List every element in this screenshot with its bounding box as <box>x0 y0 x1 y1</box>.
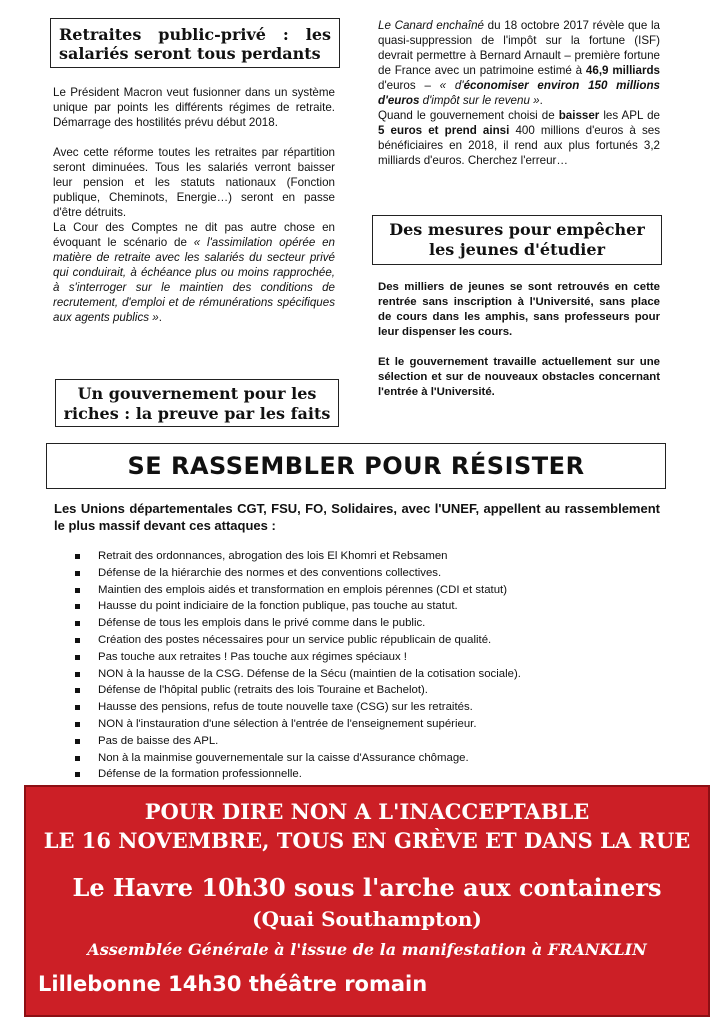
retraites-paragraph-2: Avec cette réforme toutes les retraites par répartition seront diminuées. Tous les salariés verront baisser leur pension et les statuts nationaux (Fonction publique, Cheminots, Energie…) seront en passe d'être détruits. <box>53 146 335 219</box>
demand-item: Pas de baisse des APL. <box>75 733 675 750</box>
jeunes-headline-line2: les jeunes d'étudier <box>429 240 605 259</box>
mobilisation-banner <box>24 785 710 1017</box>
jeunes-headline-line1: Des mesures pour empêcher <box>389 220 645 239</box>
banner-quai: (Quai Southampton) <box>252 907 482 931</box>
canard-quote-a: « d' <box>439 79 464 92</box>
banner-line-1: POUR DIRE NON A L'INACCEPTABLE <box>144 799 590 824</box>
demand-item: Retrait des ordonnances, abrogation des lois El Khomri et Rebsamen <box>75 548 675 565</box>
canard-paragraph <box>378 18 660 108</box>
demand-item: Défense de la formation professionnelle. <box>75 766 675 783</box>
banner-assemblee: Assemblée Générale à l'issue de la manifestation à FRANKLIN <box>87 940 647 959</box>
apl-text-2: les APL de <box>599 109 660 122</box>
demand-item: Maintien des emplois aidés et transformation en emplois pérennes (CDI et statut) <box>75 582 675 599</box>
demand-item: Pas touche aux retraites ! Pas touche aux régimes spéciaux ! <box>75 649 675 666</box>
canard-amount: 46,9 milliards <box>585 64 661 77</box>
apl-bold-1: baisser <box>558 109 600 122</box>
isf-article <box>378 18 660 168</box>
canard-name: Le Canard enchaîné <box>378 19 484 32</box>
apl-text-1: Quand le gouvernement choisi de <box>378 109 559 122</box>
canard-text-2: d'euros – <box>378 79 440 92</box>
canard-text-3: . <box>539 94 543 107</box>
jeunes-headline-box <box>372 215 662 265</box>
cour-des-comptes-end: . <box>158 311 162 324</box>
canard-text-1: du 18 octobre 2017 révèle que la quasi-suppression de l'impôt sur la fortune (ISF) devrait permettre à Bernard Arnault – première fortune de France avec un patrimoine estimé à <box>378 19 660 77</box>
retraites-headline-box <box>50 18 340 68</box>
gouvernement-headline-box <box>55 379 339 427</box>
cour-des-comptes-quote: « l'assimilation opérée en matière de retraite avec les salariés du secteur privé qui conduirait, à échéance plus ou moins rapprochée, à s'interroger sur le maintien des conditions de recrutement, d'emploi et de rémunérations spécifiques aux agents publics » <box>53 236 335 324</box>
demand-item: NON à la hausse de la CSG. Défense de la Sécu (maintien de la cotisation sociale). <box>75 666 675 683</box>
retraites-paragraph-3 <box>53 220 335 325</box>
apl-bold-2: 5 euros et prend ainsi <box>378 124 510 137</box>
main-title-box <box>46 443 666 489</box>
banner-line-2: LE 16 NOVEMBRE, TOUS EN GRÈVE ET DANS LA RUE <box>43 828 691 853</box>
demand-item: Hausse des pensions, refus de toute nouvelle taxe (CSG) sur les retraités. <box>75 699 675 716</box>
demand-item: Hausse du point indiciaire de la fonction publique, pas touche au statut. <box>75 598 675 615</box>
cour-des-comptes-text: La Cour des Comptes ne dit pas autre chose en évoquant le scénario de <box>53 221 335 249</box>
demand-item: Défense de tous les emplois dans le privé comme dans le public. <box>75 615 675 632</box>
jeunes-paragraph-1: Des milliers de jeunes se sont retrouvés en cette rentrée sans inscription à l'Université, sans place de cours dans les amphis, sans professeurs pour leur dispenser les cours. <box>378 281 660 338</box>
demand-item: NON à l'instauration d'une sélection à l'entrée de l'enseignement supérieur. <box>75 716 675 733</box>
canard-quote-b: économiser environ 150 millions d'euros <box>378 79 660 107</box>
apl-paragraph <box>378 108 660 168</box>
gouvernement-headline-line2: riches : la preuve par les faits <box>63 404 331 423</box>
demand-item: Création des postes nécessaires pour un service public républicain de qualité. <box>75 632 675 649</box>
banner-lillebonne: Lillebonne 14h30 théâtre romain <box>38 972 428 996</box>
jeunes-paragraph-2: Et le gouvernement travaille actuellement sur une sélection et sur de nouveaux obstacles concernant l'entrée à l'Université. <box>378 356 660 398</box>
canard-quote-c: d'impôt sur le revenu » <box>419 94 540 107</box>
retraites-headline-line2: salariés seront tous perdants <box>59 44 321 63</box>
gouvernement-headline-line1: Un gouvernement pour les <box>77 384 317 403</box>
apl-text-3: 400 millions d'euros à ses bénéficiaires en 2018, il rend aux plus fortunés 3,2 milliards d'euros. Cherchez l'erreur… <box>378 124 660 167</box>
demand-item: Défense de la hiérarchie des normes et des conventions collectives. <box>75 565 675 582</box>
unions-intro: Les Unions départementales CGT, FSU, FO, Solidaires, avec l'UNEF, appellent au rassemblement le plus massif devant ces attaques : <box>54 501 660 533</box>
jeunes-article <box>378 280 660 400</box>
demand-item: Non à la mainmise gouvernementale sur la caisse d'Assurance chômage. <box>75 750 675 767</box>
demands-list <box>75 548 675 783</box>
banner-le-havre: Le Havre 10h30 sous l'arche aux containers <box>72 873 662 902</box>
retraites-paragraph-1: Le Président Macron veut fusionner dans un système unique par points les différents régimes de retraite. Démarrage des hostilités prévu début 2018. <box>53 86 335 129</box>
retraites-article <box>53 85 335 325</box>
demand-item: Défense de l'hôpital public (retraits des lois Touraine et Bachelot). <box>75 682 675 699</box>
main-title: SE RASSEMBLER POUR RÉSISTER <box>127 452 585 480</box>
retraites-headline-line1: Retraites public-privé : les <box>59 25 331 44</box>
